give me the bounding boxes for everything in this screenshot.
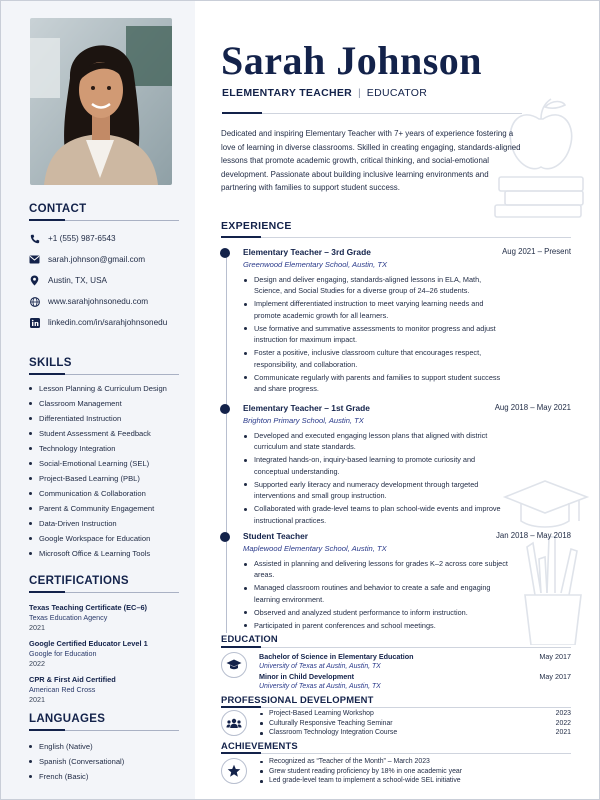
cap-pencils-illustration bbox=[495, 475, 595, 645]
contact-list bbox=[29, 228, 179, 333]
skill-item: Differentiated Instruction bbox=[29, 411, 179, 426]
skill-item: Data-Driven Instruction bbox=[29, 516, 179, 531]
education-degree: Bachelor of Science in Elementary Education bbox=[259, 652, 414, 661]
certifications-heading: CERTIFICATIONS bbox=[29, 575, 129, 587]
graduation-cap-icon bbox=[221, 652, 247, 678]
job-bullet: Managed classroom routines and behavior to create a safe and engaging learning environment. bbox=[243, 582, 508, 605]
contact-linkedin bbox=[29, 312, 179, 333]
achievement-item: Led grade-level team to implement a school-wide SEL initiative bbox=[259, 776, 571, 786]
title-primary: ELEMENTARY TEACHER bbox=[222, 87, 353, 99]
job-bullet: Foster a positive, inclusive classroom culture that encourages respect, responsibility, and collaboration. bbox=[243, 347, 508, 370]
contact-website bbox=[29, 291, 179, 312]
education-divider bbox=[221, 647, 571, 648]
cert-item bbox=[29, 639, 179, 668]
title-divider bbox=[222, 113, 522, 114]
phone-icon bbox=[29, 233, 40, 244]
development-divider bbox=[221, 707, 571, 708]
contact-section bbox=[29, 203, 179, 333]
globe-icon bbox=[29, 296, 40, 307]
experience-divider bbox=[221, 237, 571, 238]
timeline-dot bbox=[220, 532, 230, 542]
job-dates: Aug 2021 – Present bbox=[502, 247, 571, 256]
education-degree: Minor in Child Development bbox=[259, 672, 355, 681]
skills-section bbox=[29, 357, 179, 561]
job-organization: Greenwood Elementary School, Austin, TX bbox=[243, 260, 388, 269]
cert-name: CPR & First Aid Certified bbox=[29, 675, 116, 684]
job-organization: Maplewood Elementary School, Austin, TX bbox=[243, 544, 387, 553]
skill-item: Social-Emotional Learning (SEL) bbox=[29, 456, 179, 471]
contact-website-text[interactable]: www.sarahjohnsonedu.com bbox=[48, 297, 149, 306]
development-list bbox=[259, 709, 571, 738]
job-bullet: Participated in parent conferences and school meetings. bbox=[243, 620, 508, 631]
education-school: University of Texas at Austin, Austin, TX bbox=[259, 662, 381, 670]
development-item bbox=[259, 719, 571, 729]
skills-divider bbox=[29, 374, 179, 375]
job-title: Elementary Teacher – 1st Grade bbox=[243, 403, 370, 413]
cert-issuer: American Red Cross bbox=[29, 685, 96, 694]
education-school: University of Texas at Austin, Austin, TX bbox=[259, 682, 381, 690]
job-bullet: Design and deliver engaging, standards-aligned lessons in ELA, Math, Science, and Social Studies for a diverse group of 24–26 students. bbox=[243, 274, 508, 297]
job-bullet: Use formative and summative assessments to monitor progress and adjust instruction for maximum impact. bbox=[243, 323, 508, 346]
development-year: 2021 bbox=[555, 729, 571, 737]
development-text: Project-Based Learning Workshop bbox=[269, 710, 374, 717]
skill-item: Technology Integration bbox=[29, 441, 179, 456]
languages-heading: LANGUAGES bbox=[29, 713, 106, 725]
professional-summary: Dedicated and inspiring Elementary Teacher with 7+ years of experience fostering a love of learning in diverse classrooms. Skilled in creating engaging, standards-aligned lessons that promote academic growth, critical thinking, and social-emotional development. Passionate about building inclusive learning environments and partnering with families to support student success. bbox=[221, 129, 521, 192]
skill-item: Student Assessment & Feedback bbox=[29, 426, 179, 441]
skill-item: Microsoft Office & Learning Tools bbox=[29, 546, 179, 561]
cert-issuer: Texas Education Agency bbox=[29, 613, 108, 622]
languages-section bbox=[29, 713, 179, 784]
job-bullet: Communicate regularly with parents and families to support student success and share progress. bbox=[243, 372, 508, 395]
language-item: French (Basic) bbox=[29, 769, 179, 784]
development-year: 2022 bbox=[555, 719, 571, 727]
achievements-divider bbox=[221, 753, 571, 754]
contact-linkedin-text[interactable]: linkedin.com/in/sarahjohnsonedu bbox=[48, 318, 168, 327]
job-dates: Aug 2018 – May 2021 bbox=[494, 403, 571, 412]
job-bullet: Supported early literacy and numeracy development through targeted interventions and small group instruction. bbox=[243, 479, 508, 502]
job-bullet: Developed and executed engaging lesson plans that aligned with district curriculum and state standards. bbox=[243, 430, 508, 453]
profile-photo bbox=[30, 18, 172, 185]
development-year: 2023 bbox=[555, 710, 571, 717]
certifications-section bbox=[29, 575, 179, 711]
job-organization: Brighton Primary School, Austin, TX bbox=[243, 416, 364, 425]
achievement-item: Grew student reading proficiency by 18% in one academic year bbox=[259, 767, 571, 777]
job-bullet: Integrated hands-on, inquiry-based learning to promote curiosity and conceptual understanding. bbox=[243, 454, 508, 477]
cert-year: 2022 bbox=[29, 658, 45, 668]
job-bullet: Assisted in planning and delivering lessons for grades K–2 across core subject areas. bbox=[243, 558, 508, 581]
education-year: May 2017 bbox=[539, 652, 571, 661]
job-bullets bbox=[243, 558, 508, 633]
development-item bbox=[259, 728, 571, 738]
job-title: Student Teacher bbox=[243, 531, 308, 541]
skill-item: Parent & Community Engagement bbox=[29, 501, 179, 516]
cert-item bbox=[29, 675, 179, 704]
experience-heading: EXPERIENCE bbox=[221, 220, 292, 232]
achievement-item: Recognized as “Teacher of the Month” – March 2023 bbox=[259, 757, 571, 767]
cert-name: Google Certified Educator Level 1 bbox=[29, 639, 148, 648]
job-bullets bbox=[243, 274, 508, 396]
development-text: Classroom Technology Integration Course bbox=[269, 729, 398, 737]
contact-phone-text: +1 (555) 987-6543 bbox=[48, 234, 116, 243]
education-item bbox=[259, 672, 571, 691]
language-item: Spanish (Conversational) bbox=[29, 754, 179, 769]
experience-timeline bbox=[226, 253, 227, 633]
linkedin-icon bbox=[29, 317, 40, 328]
certifications-list bbox=[29, 603, 179, 704]
star-icon bbox=[221, 758, 247, 784]
development-text: Culturally Responsive Teaching Seminar bbox=[269, 719, 393, 727]
job-title: Elementary Teacher – 3rd Grade bbox=[243, 247, 371, 257]
contact-email-text[interactable]: sarah.johnson@gmail.com bbox=[48, 255, 146, 264]
contact-location-text: Austin, TX, USA bbox=[48, 276, 108, 285]
main-content bbox=[195, 1, 600, 800]
language-item: English (Native) bbox=[29, 739, 179, 754]
contact-divider bbox=[29, 220, 179, 221]
skills-heading: SKILLS bbox=[29, 357, 72, 369]
cert-year: 2021 bbox=[29, 694, 45, 704]
skill-item: Classroom Management bbox=[29, 396, 179, 411]
timeline-dot bbox=[220, 248, 230, 258]
education-heading: EDUCATION bbox=[221, 633, 278, 644]
languages-list bbox=[29, 739, 179, 784]
cert-year: 2021 bbox=[29, 622, 45, 632]
title-separator: | bbox=[358, 87, 361, 99]
skill-item: Lesson Planning & Curriculum Design bbox=[29, 381, 179, 396]
job-title-row bbox=[222, 87, 427, 99]
cert-issuer: Google for Education bbox=[29, 649, 97, 658]
people-icon bbox=[221, 710, 247, 736]
certifications-divider bbox=[29, 592, 179, 593]
languages-divider bbox=[29, 730, 179, 731]
candidate-name: Sarah Johnson bbox=[221, 38, 483, 83]
achievements-list bbox=[259, 757, 571, 786]
development-item bbox=[259, 709, 571, 719]
contact-heading: CONTACT bbox=[29, 203, 87, 215]
skills-list bbox=[29, 381, 179, 561]
contact-location bbox=[29, 270, 179, 291]
contact-email bbox=[29, 249, 179, 270]
email-icon bbox=[29, 254, 40, 265]
timeline-dot bbox=[220, 404, 230, 414]
skill-item: Project-Based Learning (PBL) bbox=[29, 471, 179, 486]
skill-item: Communication & Collaboration bbox=[29, 486, 179, 501]
job-dates: Jan 2018 – May 2018 bbox=[496, 531, 571, 540]
sidebar bbox=[1, 1, 195, 800]
education-item bbox=[259, 652, 571, 671]
development-heading: PROFESSIONAL DEVELOPMENT bbox=[221, 694, 374, 705]
location-pin-icon bbox=[29, 275, 40, 286]
cert-name: Texas Teaching Certificate (EC–6) bbox=[29, 603, 148, 612]
title-secondary: EDUCATOR bbox=[366, 87, 428, 99]
achievements-heading: ACHIEVEMENTS bbox=[221, 740, 298, 751]
education-year: May 2017 bbox=[539, 672, 571, 681]
job-bullets bbox=[243, 430, 508, 528]
cert-item bbox=[29, 603, 179, 632]
skill-item: Google Workspace for Education bbox=[29, 531, 179, 546]
job-bullet: Collaborated with grade-level teams to plan school-wide events and improve instructional practices. bbox=[243, 503, 508, 526]
contact-phone bbox=[29, 228, 179, 249]
job-bullet: Observed and analyzed student performance to inform instruction. bbox=[243, 607, 508, 618]
job-bullet: Implement differentiated instruction to meet varying learning needs and promote academic growth for all learners. bbox=[243, 298, 508, 321]
